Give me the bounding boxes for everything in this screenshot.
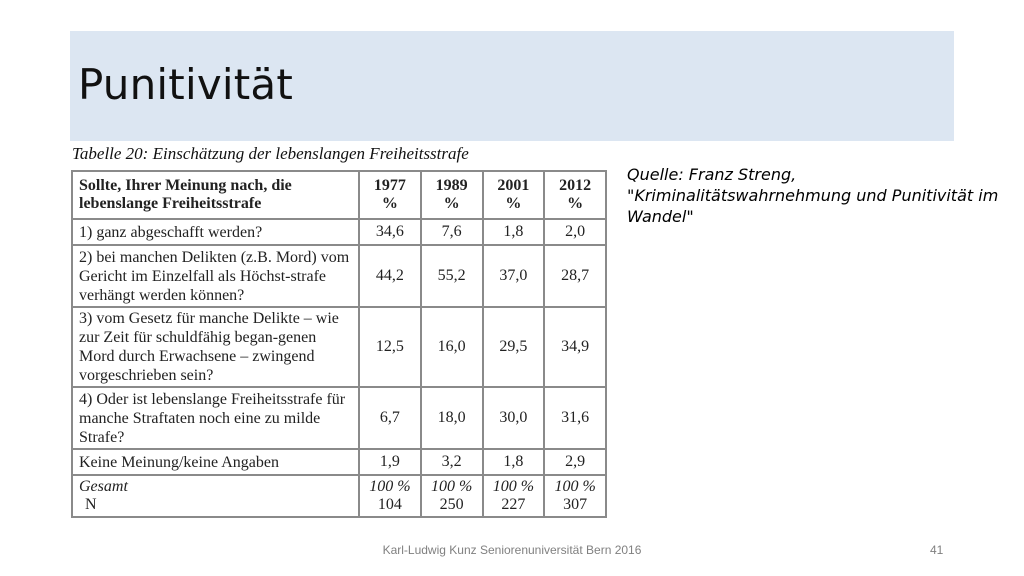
- total-row: [72, 475, 606, 517]
- row-value: 12,5: [359, 307, 421, 387]
- question-header: Sollte, Ihrer Meinung nach, die lebenslange Freiheitsstrafe: [72, 171, 359, 219]
- unit-label: %: [443, 195, 460, 212]
- row-value: 18,0: [421, 387, 483, 449]
- row-value: 31,6: [544, 387, 606, 449]
- total-n: 227: [501, 496, 526, 513]
- row-label: 3) vom Gesetz für manche Delikte – wie zur Zeit für schuldfähig began-genen Mord durch Erwachsene – zwingend vorgeschrieben sein?: [72, 307, 359, 387]
- n-label: N: [85, 496, 97, 513]
- row-value: 2,9: [544, 449, 606, 475]
- year-header: [544, 171, 606, 219]
- row-value: 1,8: [483, 449, 545, 475]
- row-value: 7,6: [421, 219, 483, 245]
- row-value: 3,2: [421, 449, 483, 475]
- table-row: [72, 307, 606, 387]
- total-n: 104: [377, 496, 402, 513]
- row-value: 44,2: [359, 245, 421, 307]
- row-value: 6,7: [359, 387, 421, 449]
- total-cell: [544, 475, 606, 517]
- row-label: 2) bei manchen Delikten (z.B. Mord) vom Gericht im Einzelfall als Höchst-strafe verhängt werden können?: [72, 245, 359, 307]
- row-value: 1,8: [483, 219, 545, 245]
- table-caption: Tabelle 20: Einschätzung der lebenslangen Freiheitsstrafe: [72, 144, 469, 163]
- unit-label: %: [505, 195, 522, 212]
- row-label: 1) ganz abgeschafft werden?: [72, 219, 359, 245]
- year-header: [359, 171, 421, 219]
- table-row: [72, 449, 606, 475]
- data-table: [71, 170, 607, 518]
- row-value: 34,9: [544, 307, 606, 387]
- row-value: 29,5: [483, 307, 545, 387]
- table-row: [72, 245, 606, 307]
- row-value: 2,0: [544, 219, 606, 245]
- total-cell: [421, 475, 483, 517]
- row-value: 1,9: [359, 449, 421, 475]
- table-row: [72, 219, 606, 245]
- page-number: 41: [930, 543, 944, 557]
- row-value: 37,0: [483, 245, 545, 307]
- row-label: 4) Oder ist lebenslange Freiheitsstrafe für manche Straftaten noch eine zu milde Strafe?: [72, 387, 359, 449]
- total-percent: 100 %: [430, 478, 473, 495]
- year-header: [483, 171, 545, 219]
- source-note: [627, 164, 1007, 227]
- total-percent: 100 %: [369, 478, 411, 495]
- source-line-2: "Kriminalitätswahrnehmung und Punitivität im Wandel": [627, 186, 999, 226]
- total-percent: 100 %: [554, 478, 596, 495]
- unit-label: %: [567, 195, 584, 212]
- slide-title: Punitivität: [78, 60, 294, 109]
- row-value: 28,7: [544, 245, 606, 307]
- year-label: 2001: [497, 177, 530, 194]
- table-row: [72, 387, 606, 449]
- year-label: 1989: [435, 177, 468, 194]
- table-header-row: [72, 171, 606, 219]
- year-label: 2012: [559, 177, 592, 194]
- year-label: 1977: [373, 177, 406, 194]
- slide-footer: Karl-Ludwig Kunz Seniorenuniversität Bern 2016: [382, 543, 642, 557]
- total-cell: [483, 475, 545, 517]
- total-n: 250: [439, 496, 464, 513]
- unit-label: %: [381, 195, 398, 212]
- row-label: Keine Meinung/keine Angaben: [72, 449, 359, 475]
- row-value: 30,0: [483, 387, 545, 449]
- row-value: 16,0: [421, 307, 483, 387]
- total-label-cell: [72, 475, 359, 517]
- source-line-1: Quelle: Franz Streng,: [627, 165, 797, 184]
- row-value: 34,6: [359, 219, 421, 245]
- total-percent: 100 %: [492, 478, 535, 495]
- row-value: 55,2: [421, 245, 483, 307]
- total-n: 307: [563, 496, 588, 513]
- total-label: Gesamt: [79, 478, 128, 495]
- year-header: [421, 171, 483, 219]
- total-cell: [359, 475, 421, 517]
